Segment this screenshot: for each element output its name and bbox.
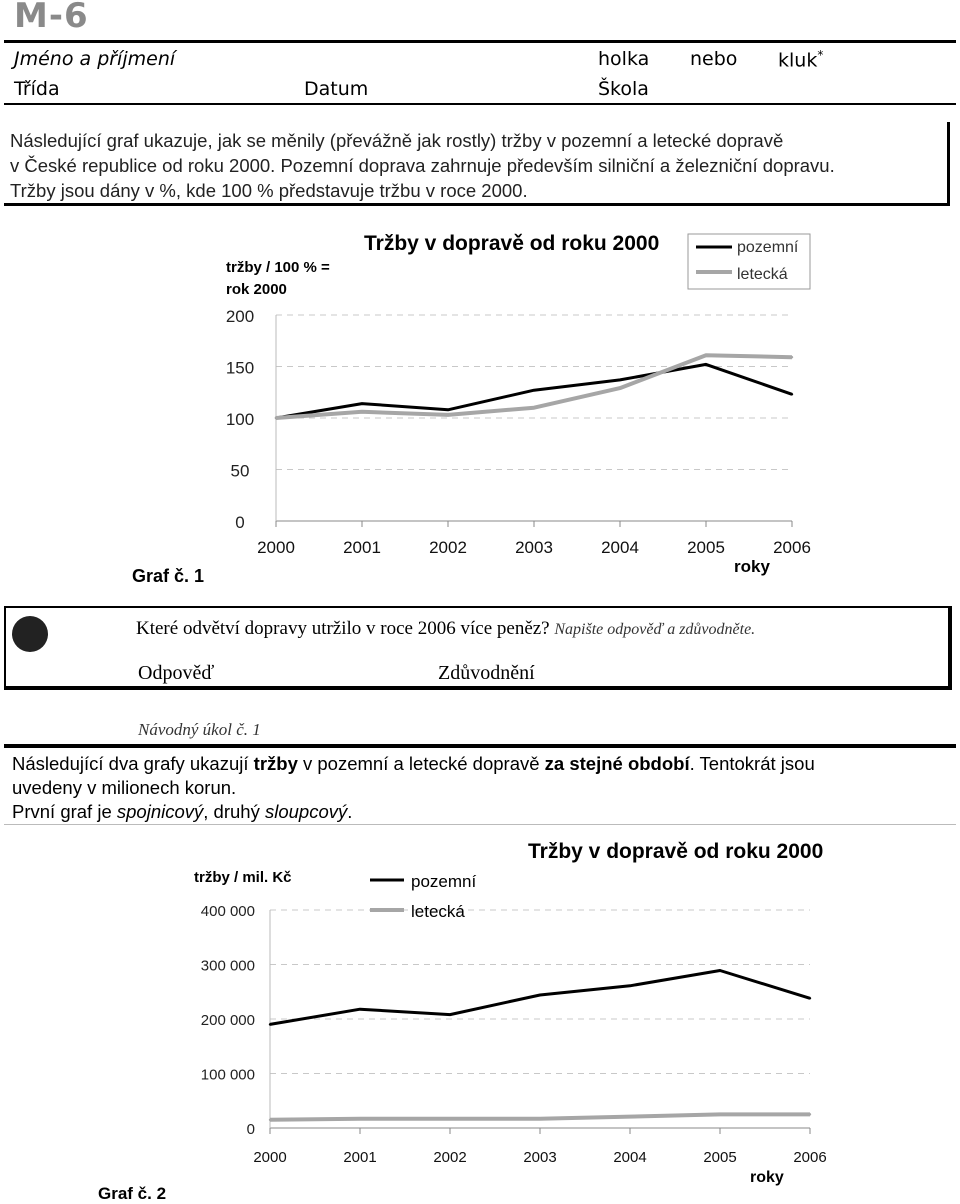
chart-2 [0, 830, 960, 1204]
chart-1-title: Tržby v dopravě od roku 2000 [364, 232, 660, 255]
c1-ytick-label: 50 [230, 461, 250, 481]
task-box [4, 744, 956, 824]
intro-line: v České republice od roku 2000. Pozemní doprava zahrnuje především silniční a železniční dopravu. [10, 155, 835, 176]
c1-point [447, 409, 449, 411]
c1-xtick-label: 2005 [687, 538, 725, 557]
chart-1-ylabel-line1: tržby / 100 % = [226, 259, 330, 276]
or-label: nebo [690, 48, 738, 70]
c1-xtick-label: 2004 [601, 538, 639, 557]
task-line-1: Následující dva grafy ukazují tržby v pozemní a letecké dopravě za stejné období. Tentokrát jsou [12, 753, 815, 774]
school-label: Škola [598, 78, 649, 100]
chart-2-title: Tržby v dopravě od roku 2000 [528, 840, 824, 863]
chart-2-ylabel: tržby / mil. Kč [194, 869, 292, 886]
chart-2-series [269, 969, 811, 1121]
intro-line: Následující graf ukazuje, jak se měnily (převážně jak rostly) tržby v pozemní a letecké dopravě [10, 130, 784, 151]
chart-1-ylabel-line2: rok 2000 [226, 281, 287, 298]
c2-point [449, 1118, 451, 1120]
c1-point [533, 389, 535, 391]
c2-point [809, 997, 811, 999]
c1-xtick-label: 2006 [773, 538, 811, 557]
question-hint: Napište odpověď a zdůvodněte. [554, 621, 756, 638]
c2-point [269, 1119, 271, 1121]
reason-label[interactable]: Zdůvodnění [438, 662, 535, 684]
c1-xtick-label: 2002 [429, 538, 467, 557]
c1-point [275, 417, 277, 419]
c2-series-line-pozemni [270, 971, 810, 1025]
header-rule-bottom [4, 103, 956, 105]
c1-ytick-label: 150 [225, 358, 255, 378]
c2-ytick-label: 300 000 [200, 957, 255, 975]
c1-point [791, 393, 793, 395]
c2-xtick-label: 2005 [703, 1149, 737, 1166]
c1-ytick-label: 0 [235, 513, 245, 532]
c2-point [629, 1115, 631, 1117]
c1-ytick-label: 100 [225, 410, 255, 429]
intro-box [4, 122, 950, 206]
task-rule [4, 824, 956, 825]
chart-1-legend-label-pozemni: pozemní [737, 239, 799, 256]
date-label: Datum [304, 78, 369, 100]
c2-ytick-label: 400 000 [200, 903, 255, 920]
c1-point [361, 411, 363, 413]
c2-point [719, 1113, 721, 1115]
c1-ytick-label: 200 [225, 307, 255, 326]
chart-2-legend-label-pozemni: pozemní [411, 872, 477, 891]
chart-2-xlabel: roky [750, 1169, 784, 1186]
task-line-2: uvedeny v milionech korun. [12, 777, 237, 798]
girl-label[interactable]: holka [598, 48, 650, 70]
c2-point [539, 994, 541, 996]
c2-xtick-label: 2000 [253, 1149, 287, 1166]
graph-1-label: Graf č. 1 [132, 566, 205, 586]
chart-1-grid [276, 315, 792, 470]
answer-label[interactable]: Odpověď [138, 662, 215, 684]
c2-point [269, 1023, 271, 1025]
c2-xtick-label: 2002 [433, 1149, 467, 1166]
c1-point [705, 363, 707, 365]
c2-xtick-label: 2003 [523, 1149, 557, 1166]
c2-point [809, 1113, 811, 1115]
c2-point [539, 1118, 541, 1120]
c1-point [705, 354, 707, 356]
c1-xtick-label: 2001 [343, 538, 381, 557]
class-label: Třída [14, 78, 60, 100]
header-rule-top [4, 40, 956, 43]
graph-2-label: Graf č. 2 [98, 1184, 167, 1203]
c1-xtick-label: 2003 [515, 538, 553, 557]
intro-line: Tržby jsou dány v %, kde 100 % představuje tržbu v roce 2000. [10, 180, 528, 201]
c2-point [449, 1013, 451, 1015]
chart-2-axis [201, 903, 827, 1166]
c2-ytick-label: 100 000 [200, 1066, 255, 1084]
task-label: Návodný úkol č. 1 [138, 720, 261, 739]
chart-2-grid [270, 910, 810, 1074]
c2-point [629, 985, 631, 987]
worksheet-code: M-6 [14, 0, 89, 36]
task-line-3: První graf je spojnicový, druhý sloupcový. [12, 801, 353, 822]
c2-ytick-label: 200 000 [200, 1012, 255, 1029]
name-label: Jméno a příjmení [14, 48, 176, 70]
chart-1-legend-label-letecka: letecká [737, 266, 788, 283]
c1-xtick-label: 2000 [257, 538, 295, 557]
chart-1-axis [226, 307, 811, 557]
c2-ytick-label: 0 [246, 1121, 255, 1138]
c1-point [619, 387, 621, 389]
c1-point [791, 356, 793, 358]
c2-xtick-label: 2006 [793, 1149, 827, 1166]
c2-point [719, 969, 721, 971]
c2-point [359, 1008, 361, 1010]
c1-point [447, 414, 449, 416]
chart-1-series [275, 354, 793, 419]
c2-point [359, 1118, 361, 1120]
bullet-icon [12, 616, 48, 652]
c1-point [619, 379, 621, 381]
chart-1-xlabel: roky [734, 557, 770, 576]
c1-point [361, 402, 363, 404]
boy-label[interactable]: kluk* [778, 48, 824, 72]
chart-1 [0, 220, 960, 600]
chart-2-legend-label-letecka: letecká [411, 902, 465, 921]
c2-xtick-label: 2001 [343, 1149, 377, 1166]
c2-xtick-label: 2004 [613, 1149, 647, 1166]
c1-point [533, 407, 535, 409]
question-text: Které odvětví dopravy utržilo v roce 2006 více peněz? Napište odpověď a zdůvodněte. [136, 618, 756, 639]
